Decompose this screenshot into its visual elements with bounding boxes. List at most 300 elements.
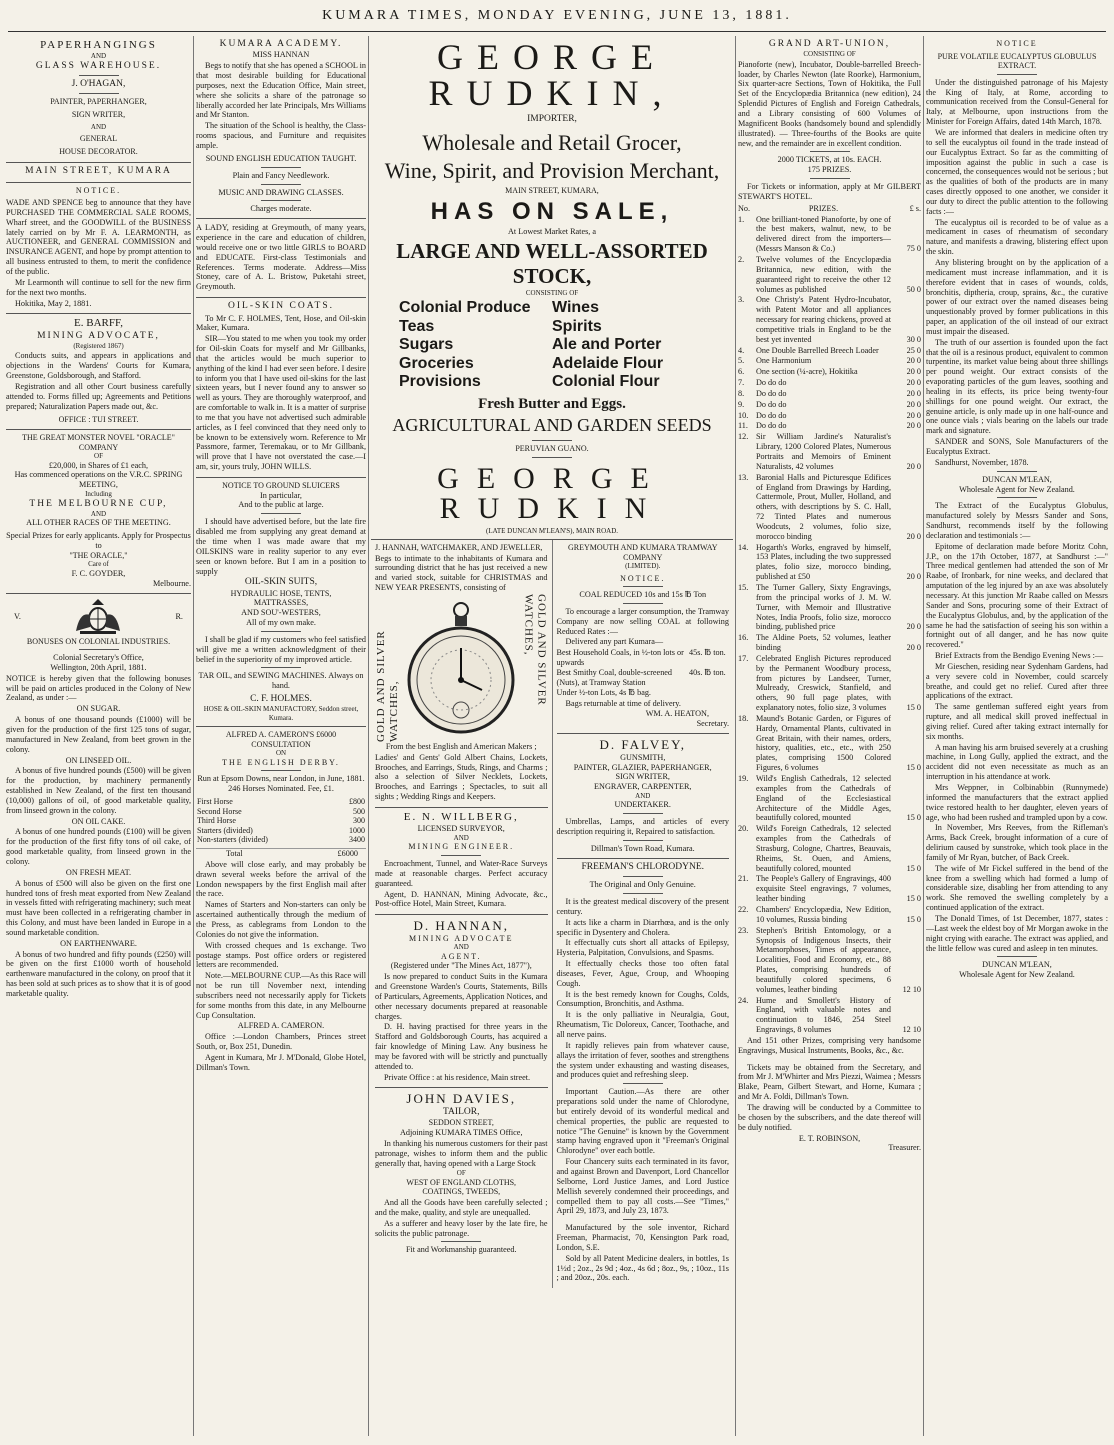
divider <box>623 586 663 587</box>
ad-text: HOUSE DECORATOR. <box>59 146 138 156</box>
ad-text: Special Prizes for early applicants. Apply for Prospectus to <box>6 531 191 550</box>
ad-title: GREYMOUTH AND KUMARA TRAMWAY COMPANY <box>567 542 718 562</box>
prize-description: Hume and Smollett's History of England, with valuable notes and continuation to 1846, 254 Steel Engravings, 8 volumes <box>756 995 891 1035</box>
prize-value: 20 0 <box>906 421 921 431</box>
divider <box>261 184 301 185</box>
ad-body: It rapidly relieves pain from whatever cause, allays the irritation of fever, soothes and strengthens the system under exhausting and wasting diseases, and produces quiet and refreshing sleep. <box>556 1040 729 1080</box>
list-item <box>738 367 921 377</box>
list-item <box>738 473 921 542</box>
ad-title: OIL-SKIN COATS. <box>228 301 334 312</box>
ad-text: £20,000, in Shares of £1 each, <box>48 460 149 470</box>
prize-label: Third Horse <box>197 816 236 826</box>
ad-body: Sandhurst, November, 1878. <box>935 457 1029 467</box>
divider <box>261 631 301 632</box>
ad-text: Wholesale and Retail Grocer, <box>422 130 682 156</box>
goods-list <box>371 297 733 393</box>
ad-body: Tickets may be obtained from the Secretary, and from Mr J. M'Whirter and Mrs Piezzi, Waimea ; Messrs Blake, Pearn, Gilbert Stewart, and Horne, Kumara ; and Mr A. Foldi, Dillman's Town. <box>738 1062 921 1102</box>
ad-text: Fit and Workmanship guaranteed. <box>405 1245 517 1255</box>
goods-item: Provisions <box>399 372 481 390</box>
divider <box>532 457 572 458</box>
ad-body: Begs to intimate to the inhabitants of Kumara and surrounding district that he has just received a new and varied stock, suitable for CHRISTMAS and NEW YEAR PRESENTS, consisting of <box>375 553 548 593</box>
ad-subhead: ON OIL CAKE. <box>71 816 126 826</box>
ad-paperhangings <box>6 36 191 183</box>
ad-body: Umbrellas, Lamps, and articles of every description requiring it, Repaired to satisfaction. <box>556 817 729 837</box>
prize-value: 15 0 <box>906 703 921 713</box>
ad-tramway-company <box>557 540 730 734</box>
list-item <box>738 714 921 773</box>
ad-hannah-watchmaker <box>375 540 548 808</box>
prize-number: 16. <box>738 633 749 643</box>
ad-text: CONSISTING OF <box>525 289 579 297</box>
prize-number: 14. <box>738 542 749 552</box>
ad-address: HOSE & OIL-SKIN MANUFACTORY, Seddon street, Kumara. <box>203 705 359 722</box>
prize-label: First Horse <box>197 797 233 807</box>
list-item <box>738 926 921 995</box>
prize-description: The Turner Gallery, Sixty Engravings, from the principal works of J. M. W. Turner, with Memoir and Illustrative Notes, India Proofs, folio size, morocco binding, published price <box>756 582 891 632</box>
masthead-title: KUMARA TIMES, MONDAY EVENING, JUNE 13, 1881. <box>322 8 792 23</box>
ad-body: To encourage a larger consumption, the Tramway Company are now selling COAL at following Reduced Rates :— <box>556 606 729 636</box>
prize-description: One Christy's Patent Hydro-Incubator, with Patent Motor and all appliances necessary for rearing chickens, proved at competitive trials in England to be the best yet invented <box>756 295 891 344</box>
ad-text: Has commenced operations on the V.R.C. SPRING MEETING, <box>14 470 183 490</box>
ad-text: Wellington, 20th April, 1881. <box>50 662 147 672</box>
list-item <box>738 295 921 344</box>
goods-item: Teas <box>399 317 435 335</box>
list-item <box>738 421 921 431</box>
ad-text: PAINTER, PAPERHANGER, <box>50 97 147 107</box>
coal-rate-label: Under ½-ton Lots, 4s ℔ bag. <box>556 687 651 697</box>
prize-value: 20 0 <box>906 410 921 420</box>
ad-text: LICENSED SURVEYOR, <box>417 824 505 834</box>
ad-sign: Hokitika, May 2, 1881. <box>15 298 92 308</box>
ad-subtitle: THE ENGLISH DERBY. <box>222 757 340 767</box>
prize-number: 5. <box>738 356 745 366</box>
ad-text: GOLD AND SILVER WATCHES, <box>522 593 548 706</box>
ad-derby-consultation <box>196 727 366 1077</box>
ad-name: MISS HANNAN <box>252 50 310 60</box>
ad-name: E. N. WILLBERG, <box>403 810 519 823</box>
list-item <box>738 874 921 904</box>
ad-text: PERUVIAN GUANO. <box>515 443 589 453</box>
ad-text: From the best English and American Makers ; <box>385 741 537 751</box>
ad-text: F. C. GOYDER, <box>71 568 126 578</box>
ad-address: OFFICE : TUI STREET. <box>58 415 139 425</box>
ad-body: For Tickets or information, apply at Mr GILBERT STEWART'S HOTEL. <box>738 182 921 201</box>
ad-body: Four Chancery suits each terminated in its favor, and against Brown and Davenport, Lord Chancellor Selborne, Lord Justice James, and Lord Justice Mellish severely condemned their proceedings, and compelled them to pay all costs.—See "Times," April 29, 1873, and July 23, 1873. <box>556 1157 729 1216</box>
ad-subhead: ON LINSEED OIL. <box>65 755 132 765</box>
coal-rate-value: 40s. ℔ ton. <box>689 668 726 677</box>
divider <box>623 840 663 841</box>
divider <box>79 75 119 76</box>
divider <box>623 876 663 877</box>
prize-number: 10. <box>738 410 749 420</box>
list-item <box>738 633 921 653</box>
ad-d-hannan <box>375 915 548 1088</box>
ad-text: GENERAL <box>79 133 118 143</box>
ad-text: ON <box>275 749 287 758</box>
list-item <box>738 583 921 632</box>
ad-text: 175 PRIZES. <box>807 165 852 175</box>
ad-body: The same gentleman suffered eight years from rupture, and all medical skill proved ineffectual in giving relief. Cured after taking extract internally for six months. <box>926 702 1108 741</box>
ad-sign: E. T. ROBINSON, <box>798 1133 861 1143</box>
prize-row <box>196 826 366 836</box>
prize-description: Stephen's British Entomology, or a Synopsis of Indigenous Insects, their Metamorphoses, Times of appearance, Localities, Food and Economy, etc., 88 Plates, comprising hundreds of beautifully colored specimens, 6 volumes, leather binding <box>756 925 891 994</box>
ad-sign: Secretary. <box>696 719 729 729</box>
prize-value: 75 0 <box>906 244 921 254</box>
prize-value: 25 0 <box>906 345 921 355</box>
ad-body: With crossed cheques and 1s exchange. Two postage stamps. Post office orders or registered letters are recommended. <box>196 940 366 970</box>
ad-title: NOTICE. <box>75 185 122 195</box>
ad-text: AGRICULTURAL AND GARDEN SEEDS <box>392 415 712 436</box>
ad-body: And 151 other Prizes, comprising very handsome Engravings, Musical Instruments, Books, &c., &c. <box>738 1035 921 1055</box>
ad-text: Colonial Secretary's Office, <box>53 653 144 663</box>
coal-rate-label: Best Smithy Coal, double-screened (Nuts), at Tramway Station <box>556 668 673 687</box>
column-rule <box>735 36 736 1436</box>
ad-text: AGENT. <box>440 951 482 961</box>
ad-body: SANDER and SONS, Sole Manufacturers of the Eucalyptus Extract. <box>926 437 1108 456</box>
prize-label: Non-starters (divided) <box>197 835 268 845</box>
ad-text: SEDDON STREET, <box>428 1118 494 1128</box>
prize-number: 7. <box>738 378 745 388</box>
ad-text: MATTRASSES, <box>253 598 309 608</box>
list-item <box>738 215 921 254</box>
ad-text: OF <box>456 1169 466 1178</box>
divider <box>261 513 301 514</box>
ad-body: Sold by all Patent Medicine dealers, in bottles, 1s 1½d ; 2oz., 2s 9d ; 4oz., 4s 6d ; 8oz., 9s, ; 10oz., 11s ; and 20oz., 20s. each. <box>556 1253 729 1283</box>
masthead <box>0 0 1114 34</box>
coal-rate-label: Best Household Coals, in ½-ton lots or upwards <box>556 648 684 668</box>
prize-description: Wild's English Cathedrals, 12 selected examples from the Cathedrals of England of the Ecclesiastical Architecture of the Middle Ages, beautifully colored, mounted <box>756 774 891 823</box>
divider <box>623 893 663 894</box>
prize-description: Twelve volumes of the Encyclopædia Britannica, new edition, with the guaranteed right to receive the other 12 volumes as published <box>756 254 891 294</box>
divider <box>441 855 481 856</box>
ad-text: Fresh Butter and Eggs. <box>478 396 626 413</box>
prize-value: 20 0 <box>906 572 921 582</box>
prize-description: Hogarth's Works, engraved by himself, 153 Plates, including the two suppressed plates, folio size, morocco binding, published at £50 <box>756 542 891 582</box>
prize-value: 20 0 <box>906 399 921 409</box>
list-item <box>738 400 921 410</box>
list-item <box>738 432 921 471</box>
prize-header: £ s. <box>909 203 921 213</box>
ad-body: Encroachment, Tunnel, and Water-Race Surveys made at reasonable charges. Perfect accuracy guaranteed. <box>375 858 548 888</box>
coal-rate-value: 45s. ℔ ton. <box>689 648 726 658</box>
ad-sign: Treasurer. <box>888 1143 921 1153</box>
prize-label: Second Horse <box>197 806 242 816</box>
ad-name: J. O'HAGAN, <box>71 78 126 89</box>
ad-body: NOTICE is hereby given that the following bonuses will be paid on articles produced in the Colony of New Zealand, as under :— <box>6 673 191 703</box>
total-label: Total <box>226 849 243 859</box>
ad-text: V. <box>14 611 21 621</box>
column-rule <box>368 36 369 1436</box>
ad-text: AND <box>453 943 469 952</box>
ad-name: D. FALVEY, <box>599 737 687 753</box>
ad-title: GRAND ART-UNION, <box>768 39 891 49</box>
ad-text: R. <box>175 611 183 621</box>
ad-eucalyptus-extract <box>926 36 1108 984</box>
column-1 <box>6 36 191 1436</box>
ad-text: SIGN WRITER, <box>71 109 126 119</box>
prize-number: 23. <box>738 925 749 935</box>
divider <box>261 167 301 168</box>
ad-text: SIGN WRITER, <box>615 772 670 782</box>
ad-subtitle: GLASS WAREHOUSE. <box>35 60 162 71</box>
ad-body: A bonus of two hundred and fifty pounds (£250) will be given on the first £1000 worth of household earthenware manufactured in the colony, on proof that it has been sold at such prices as to show that it is of good marketable quality. <box>6 949 191 998</box>
ad-body: A man having his arm bruised severely at a crushing machine, in Long Gully, applied the extract, and the accident did not even necessitate as much as an interruption in his attendance at work. <box>926 742 1108 782</box>
ad-body: A bonus of £500 will also be given on the first one hundred tons of fresh meat exported from New Zealand in vessels fitted with refrigerating machinery; such meat must have been collected in a refrigerating chamber in this Colony, and must have been landed in Europe in a sound marketable condition. <box>6 878 191 937</box>
divider <box>441 1241 481 1242</box>
prize-value: 20 0 <box>906 622 921 632</box>
ad-body: A bonus of five hundred pounds (£500) will be given for the production, by machinery permanently established in New Zealand, of the first ten thousand (10,000) gallons of oil, of good marketable quality, from linseed grown in the colony. <box>6 766 191 815</box>
goods-item: Ale and Porter <box>552 336 662 354</box>
prize-number: 12. <box>738 432 749 442</box>
ad-body: Above will close early, and may probably be drawn several weeks before the arrival of the London newspapers by the first English mail after the race. <box>196 859 366 899</box>
ad-body: Brief Extracts from the Bendigo Evening News :— <box>935 651 1104 661</box>
ad-sign: Wholesale Agent for New Zealand. <box>959 484 1075 494</box>
ad-body: To Mr C. F. HOLMES, Tent, Hose, and Oil-skin Maker, Kumara. <box>196 313 366 333</box>
ad-text: OIL-SKIN SUITS, <box>244 577 318 588</box>
ad-body: D. H. having practised for three years in the Stafford and Goldsborough Courts, has acquired a fair knowledge of Mining Law. Any business he may be favored with will be strictly and punctually attended to. <box>375 1022 548 1071</box>
ad-body: Registration and all other Court business carefully attended to. Forms filled up; Agreements and Petitions prepared; Naturalization Papers made out, &c. <box>6 381 191 411</box>
ad-text: GOLD AND SILVER WATCHES, <box>375 630 401 742</box>
list-item <box>738 905 921 925</box>
ad-text: HAS ON SALE, <box>430 197 674 225</box>
list-item <box>738 389 921 399</box>
ad-text: TAR OIL, and SEWING MACHINES. Always on hand. <box>198 671 364 691</box>
prize-number: 2. <box>738 254 745 264</box>
ad-text: PAINTER, GLAZIER, PAPERHANGER, <box>573 762 712 772</box>
prize-description: Do do do <box>756 421 787 431</box>
prize-value: 12 10 <box>902 984 921 994</box>
ad-body: Is now prepared to conduct Suits in the Kumara and Greenstone Warden's Courts, Statements, Bills of Particulars, Agreements, Application Notices, and other necessary documents prepared at reasonable charges. <box>375 972 548 1021</box>
ad-body: In thanking his numerous customers for their past patronage, wishes to inform them and the public generally that, having opened with a Large Stock <box>375 1138 548 1168</box>
list-item <box>738 255 921 294</box>
ad-body: SIR—You stated to me when you took my order for Oil-skin Coats for myself and Mr Gillbanks, that the articles would be much superior to anything of the kind I had ever seen before. I desire to inform you that I have used oil-skins for the last sixteen years, but I never found any to answer so well as yours. They are thoroughly waterproof, and are comfortable to walk in. It is a matter of surprise to me that you have not advertised such admirable articles, as I feel convinced that they need only to be known to be extensively worn. Reference to Mr Passmore, farmer, Teremakau, or to Mr Gillbank, will prove that I have not overstated the case.—I am, sir, yours truly, JOHN WILLS. <box>196 334 366 472</box>
column-3-left <box>371 540 552 1288</box>
column-4 <box>738 36 921 1436</box>
prize-description: One Double Barrelled Breech Loader <box>756 345 879 355</box>
ad-body: The situation of the School is healthy, the Class-rooms spacious, and Furniture and requisites ample. <box>196 121 366 150</box>
ad-body: Note.—MELBOURNE CUP.—As this Race will not be run till November next, intending subscribers need not necessarily apply for Tickets for some months from this date, in any Melbourne Cup Consultation. <box>196 971 366 1020</box>
prize-value: 30 0 <box>906 334 921 344</box>
ad-text: AND <box>635 792 651 801</box>
ad-falvey <box>557 734 730 859</box>
ad-body: The truth of our assertion is founded upon the fact that the oil is a resinous product, equivalent to common turpentine, its market value being about three shillings per pound weight. Our extract consists of the evaporating particles of the gum leaves, soothing and healing in its effects, its price being twenty-four shillings for one pound weight. Our extract, the genuine article, is only made up in one half-ounce and one ounce vials ; vials bearing on the labels our trade mark and signature. <box>926 337 1108 436</box>
ad-text: MINING ADVOCATE <box>409 933 514 943</box>
prize-number: 13. <box>738 472 749 482</box>
list-item <box>738 411 921 421</box>
ad-body: A bonus of one hundred pounds (£100) will be given for the production of the first fifty tons of oil cake, of good marketable quality, from linseed grown in the colony. <box>6 827 191 866</box>
prize-header: No. <box>738 203 751 213</box>
ad-ground-sluicers <box>196 478 366 727</box>
column-rule <box>193 36 194 1436</box>
prize-description: One brilliant-toned Pianoforte, by one of the best makers, walnut, new, to be delivered direct from the importers—(Messrs Manson & Co.) <box>756 214 891 254</box>
ad-text: The Original and Only Genuine. <box>589 880 696 890</box>
ad-body: The eucalyptus oil is recorded to be of value as a medicament in cases of rheumatism of secondary nature, and manifests a drawing, blistering effect upon the skin. <box>926 217 1108 257</box>
ad-oracle <box>6 430 191 593</box>
ad-body: Ladies' and Gents' Gold Albert Chains, Lockets, Brooches, and Earrings, Studs, Rings, and Charms ; also a selection of Silver Necklets, Lockets, Brooches, and Earrings ; Spectacles, to suit all sights ; Wedding Rings and Keepers. <box>375 752 548 802</box>
ad-body: Names of Starters and Non-starters can only be ascertained authentically through the medium of the Press, as cablegrams from London to the Colonies do not give the information. <box>196 900 366 939</box>
ad-subhead: ON FRESH MEAT. <box>65 867 132 877</box>
divider <box>810 151 850 152</box>
divider <box>810 178 850 179</box>
prize-amount: 3400 <box>349 835 365 845</box>
prize-description: The People's Gallery of Engravings, 400 exquisite Steel engravings, 7 volumes, leather binding <box>756 874 891 904</box>
ad-body: It is the best remedy known for Coughs, Colds, Consumption, Bronchitis, and Asthma. <box>556 989 729 1009</box>
prize-amount: 500 <box>353 806 365 816</box>
ad-text: And to the public at large. <box>238 500 324 510</box>
ad-text: WEST OF ENGLAND CLOTHS, <box>406 1177 517 1187</box>
ad-body: Delivered any part Kumara— <box>565 637 664 647</box>
ad-body: Under the distinguished patronage of his Majesty the King of Italy, at Rome, according to communication received from the Consul-General for Italy, at Melbourne, upon instructions from the Minister for Foreign Affairs, dated 14th March, 1878. <box>926 77 1108 127</box>
ad-text: Charges moderate. <box>250 204 312 214</box>
ad-name: GEORGE RUDKIN, <box>428 37 676 113</box>
ad-body: I shall be glad if my customers who feel satisfied will give me a written acknowledgment of their belief in the superiority of my improved article. <box>196 634 366 664</box>
prize-description: Baronial Halls and Picturesque Edifices of England from Drawings by Harding, Cattermole, Prout, Muller, Holland, and others, with descriptions by S. C. Hall, 72 Tinted Plates and numerous Woodcuts, 2 volumes, folio size, morocco binding <box>756 472 891 541</box>
ad-text: COATINGS, TWEEDS, <box>422 1187 501 1197</box>
prize-list <box>738 215 921 1035</box>
ad-body: A LADY, residing at Greymouth, of many years, experience in the care and education of children, would receive one or two little GIRLS to BOARD and EDUCATE. First-class Testimonials and References. Terms moderate. Address—Miss Stoney, care of A. L. Bristow, Puketahi street, Greymouth. <box>196 223 366 292</box>
column-rule <box>923 36 924 1436</box>
ad-name: GEORGE RUDKIN <box>437 461 667 525</box>
ad-address: MAIN STREET, KUMARA, <box>505 186 599 196</box>
prize-number: 22. <box>738 904 749 914</box>
ad-body: Agent, D. HANNAN, Mining Advocate, &c., Post-office Hotel, Main Street, Kumara. <box>375 889 548 909</box>
ad-body: Agent in Kumara, Mr J. M'Donald, Globe Hotel, Dillman's Town. <box>196 1052 366 1072</box>
ad-body: A bonus of one thousand pounds (£1000) will be given for the production of the first 125 tons of sugar, manufactured in New Zealand, from beet grown in the colony. <box>6 715 191 754</box>
list-item <box>738 996 921 1035</box>
ad-body: It effectually cuts short all attacks of Epilepsy, Hysteria, Palpitation, Convulsions, and Spasms. <box>556 938 729 958</box>
prize-amount: 300 <box>353 816 365 826</box>
prize-description: Sir William Jardine's Naturalist's Library, 1200 Colored Plates, Numerous Portraits and Memoirs of Eminent Naturalists, 42 volumes <box>756 432 891 471</box>
ad-text: Adjoining KUMARA TIMES Office, <box>399 1128 523 1138</box>
goods-item: Wines <box>552 299 599 317</box>
prize-number: 8. <box>738 388 745 398</box>
ad-text: Plain and Fancy Needlework. <box>232 170 330 180</box>
ad-text: MINING ENGINEER. <box>408 842 515 852</box>
ad-body: It acts like a charm in Diarrhœa, and is the only specific in Dysentery and Cholera. <box>556 917 729 937</box>
prize-header: PRIZES. <box>808 203 839 213</box>
divider <box>261 770 301 771</box>
ad-body: Epitome of declaration made before Moritz Cohn, J.P., on the 17th October, 1877, at Sandhurst :—" Three medical gentlemen had attended the son of Mr Raabe, of Ironbark, for nine weeks, and declared that amputation of the leg injured by an axe was absolutely necessary. At this junction Mr Raabe called on Messrs Sander and Sons, procuring some of their Extract of the Eucalyptus Globulus, and, by the application of the same he had the satisfaction of seeing his son within a fortnight out of all danger, and he has now quite recovered." <box>926 541 1108 650</box>
ad-text: IMPORTER, <box>527 114 577 124</box>
column-3 <box>371 36 733 1436</box>
ad-title: PAPERHANGINGS <box>40 39 157 51</box>
ad-sign: WM. A. HEATON, <box>645 709 709 719</box>
ad-address: (LATE DUNCAN M'LEAN'S), MAIN ROAD. <box>485 526 618 535</box>
prize-value: 20 0 <box>906 388 921 398</box>
ad-oilskin-coats <box>196 298 366 478</box>
prize-number: 6. <box>738 367 745 377</box>
prize-description: Chambers' Encyclopædia, New Edition, 10 volumes, Russia binding <box>756 904 891 924</box>
prize-value: 15 0 <box>906 863 921 873</box>
ad-sign: ALFRED A. CAMERON. <box>237 1021 325 1031</box>
divider <box>997 74 1037 75</box>
prize-value: 50 0 <box>906 284 921 294</box>
ad-text: UNDERTAKER. <box>614 800 671 810</box>
ad-george-rudkin <box>371 36 733 540</box>
divider <box>623 1219 663 1220</box>
ad-title: THE GREAT MONSTER NOVEL "ORACLE" COMPANY <box>22 433 175 452</box>
ad-text: All of my own make. <box>246 618 316 628</box>
ad-name: E. BARFF, <box>74 317 123 330</box>
masthead-rule <box>8 31 1106 32</box>
list-item <box>738 356 921 366</box>
ad-body: The Extract of the Eucalyptus Globulus, manufactured solely by Messrs Sander and Sons, Sandhurst, recommends itself by the following declaration and testimonials :— <box>926 501 1108 540</box>
divider <box>261 200 301 201</box>
ad-text: "THE ORACLE," <box>69 550 128 560</box>
ad-body: Begs to notify that she has opened a SCHOOL in that most desirable building for Educational purposes, next the Education Office, Main street, where she solicits a share of the patronage so liberally accorded her late Principals, Mrs Williams and Mr Stanton. <box>196 61 366 120</box>
prize-number: 3. <box>738 295 745 305</box>
prize-amount: £800 <box>349 797 365 807</box>
divider <box>810 1059 850 1060</box>
ad-body: It effectually checks those too often fatal diseases, Fever, Ague, Croup, and Whooping Cough. <box>556 959 729 988</box>
divider <box>623 813 663 814</box>
ad-subhead: ON SUGAR. <box>76 704 121 714</box>
prize-value: 15 0 <box>906 894 921 904</box>
ad-text: Wine, Spirit, and Provision Merchant, <box>384 157 720 183</box>
ad-text: GUNSMITH, <box>620 752 666 762</box>
ad-text: ENGRAVER, CARPENTER, <box>594 782 692 792</box>
ad-grand-art-union <box>738 36 921 1157</box>
prize-number: 19. <box>738 774 749 783</box>
list-item <box>738 824 921 873</box>
ad-text: AND <box>453 833 469 842</box>
prize-value: 20 0 <box>906 367 921 377</box>
ad-body: Conducts suits, and appears in applications and objections in the Wardens' Courts for Kumara, Greenstone, Goldsborough, and Stafford. <box>6 351 191 381</box>
ad-text: Care of <box>88 560 109 569</box>
ad-text: (LIMITED). <box>625 562 661 571</box>
ad-text: SOUND ENGLISH EDUCATION TAUGHT. <box>205 153 357 163</box>
ad-body: Pianoforte (new), Incubator, Double-barrelled Breech-loader, by Charles Newton (late Roorke), Harmonium, Six quarter-acre Sections, Town of Hokitika, the Full Set of the Encyclopædia Britannica (new edition), 24 Splendid Pictures of English and Foreign Cathedrals, and a Library consisting of 600 Volumes of Magnificent Books (handsomely bound and splendidly illustrated). — Three-fourths of the Books are quite new, and the remainder are in excellent condition. <box>738 59 921 148</box>
ad-body: It is the only palliative in Neuralgia, Gout, Rheumatism, Tic Doloreux, Cancer, Toothache, and all nerve pains. <box>556 1010 729 1039</box>
ad-sign: Wholesale Agent for New Zealand. <box>959 970 1075 980</box>
ad-kumara-academy <box>196 36 366 219</box>
ad-body: Manufactured by the sole inventor, Richard Freeman, Pharmacist, 70, Kensington Park road, London, S.E. <box>556 1223 729 1252</box>
ad-name: D. HANNAN, <box>413 918 509 934</box>
ad-body: WADE AND SPENCE beg to announce that they have PURCHASED THE COMMERCIAL SALE ROOMS, Wharf street, and the GOODWILL of the BUSINESS lately carried on by Mr F. A. LEARMONTH, as AUCTIONEER, and GENERAL COMMISSION and INSURANCE AGENT, and hope by prompt attention to all business entrusted to them, to merit the confidence of the public. <box>6 198 191 277</box>
ad-text: AND <box>90 122 107 131</box>
ad-text: HYDRAULIC HOSE, TENTS, <box>230 588 332 598</box>
ad-body: And all the Goods have been carefully selected ; and the make, quality, and style are unequalled. <box>375 1198 548 1217</box>
prize-description: Wild's Foreign Cathedrals, 12 selected examples from the Cathedrals of Strasburg, Cologne, Chartres, Beauvais, Rheims, St. Ouen, and Amiens, beautifully colored, mounted <box>756 824 891 873</box>
prize-amount: 1000 <box>349 825 365 835</box>
prize-value: 15 0 <box>906 813 921 823</box>
ad-text: 246 Horses Nominated. Fee, £1. <box>228 784 334 794</box>
divider <box>261 667 301 668</box>
ad-lady-boarding <box>196 219 366 298</box>
ad-sign: DUNCAN M'LEAN, <box>982 474 1052 484</box>
ad-body: Private Office : at his residence, Main street. <box>384 1072 531 1082</box>
ad-text: ALL OTHER RACES OF THE MEETING. <box>26 518 171 528</box>
ad-text: At Lowest Market Rates, a <box>508 226 596 236</box>
ad-body: We are informed that dealers in medicine often try to sell the eucalyptus oil found in the trade instead of our Eucalyptus Extract. So far as the committing of imposition against the public in such a case is concerned, the consequences would not be serious ; but as the qualities of both of the products are in many cases directly opposed to one another, we consider it our duty to direct the public attention to the following facts :— <box>926 128 1108 216</box>
prize-value: 12 10 <box>902 1025 921 1035</box>
ad-title: KUMARA ACADEMY. <box>219 39 343 49</box>
list-item <box>738 378 921 388</box>
ad-text: AND <box>90 509 107 518</box>
divider <box>623 1083 663 1084</box>
prize-number: 15. <box>738 582 749 592</box>
prize-row <box>196 816 366 826</box>
goods-item: Groceries <box>399 354 474 372</box>
prize-value: 20 0 <box>906 643 921 653</box>
total-value: £6000 <box>337 849 358 859</box>
ad-subhead: ON EARTHENWARE. <box>60 938 137 948</box>
prize-description: One Harmonium <box>756 356 812 366</box>
ad-title: NOTICE TO GROUND SLUICERS <box>222 481 340 490</box>
ad-text: TAILOR, <box>443 1107 480 1118</box>
list-item <box>738 346 921 356</box>
ad-body: Mr Learmonth will continue to sell for the new firm for the next two months. <box>6 277 191 297</box>
